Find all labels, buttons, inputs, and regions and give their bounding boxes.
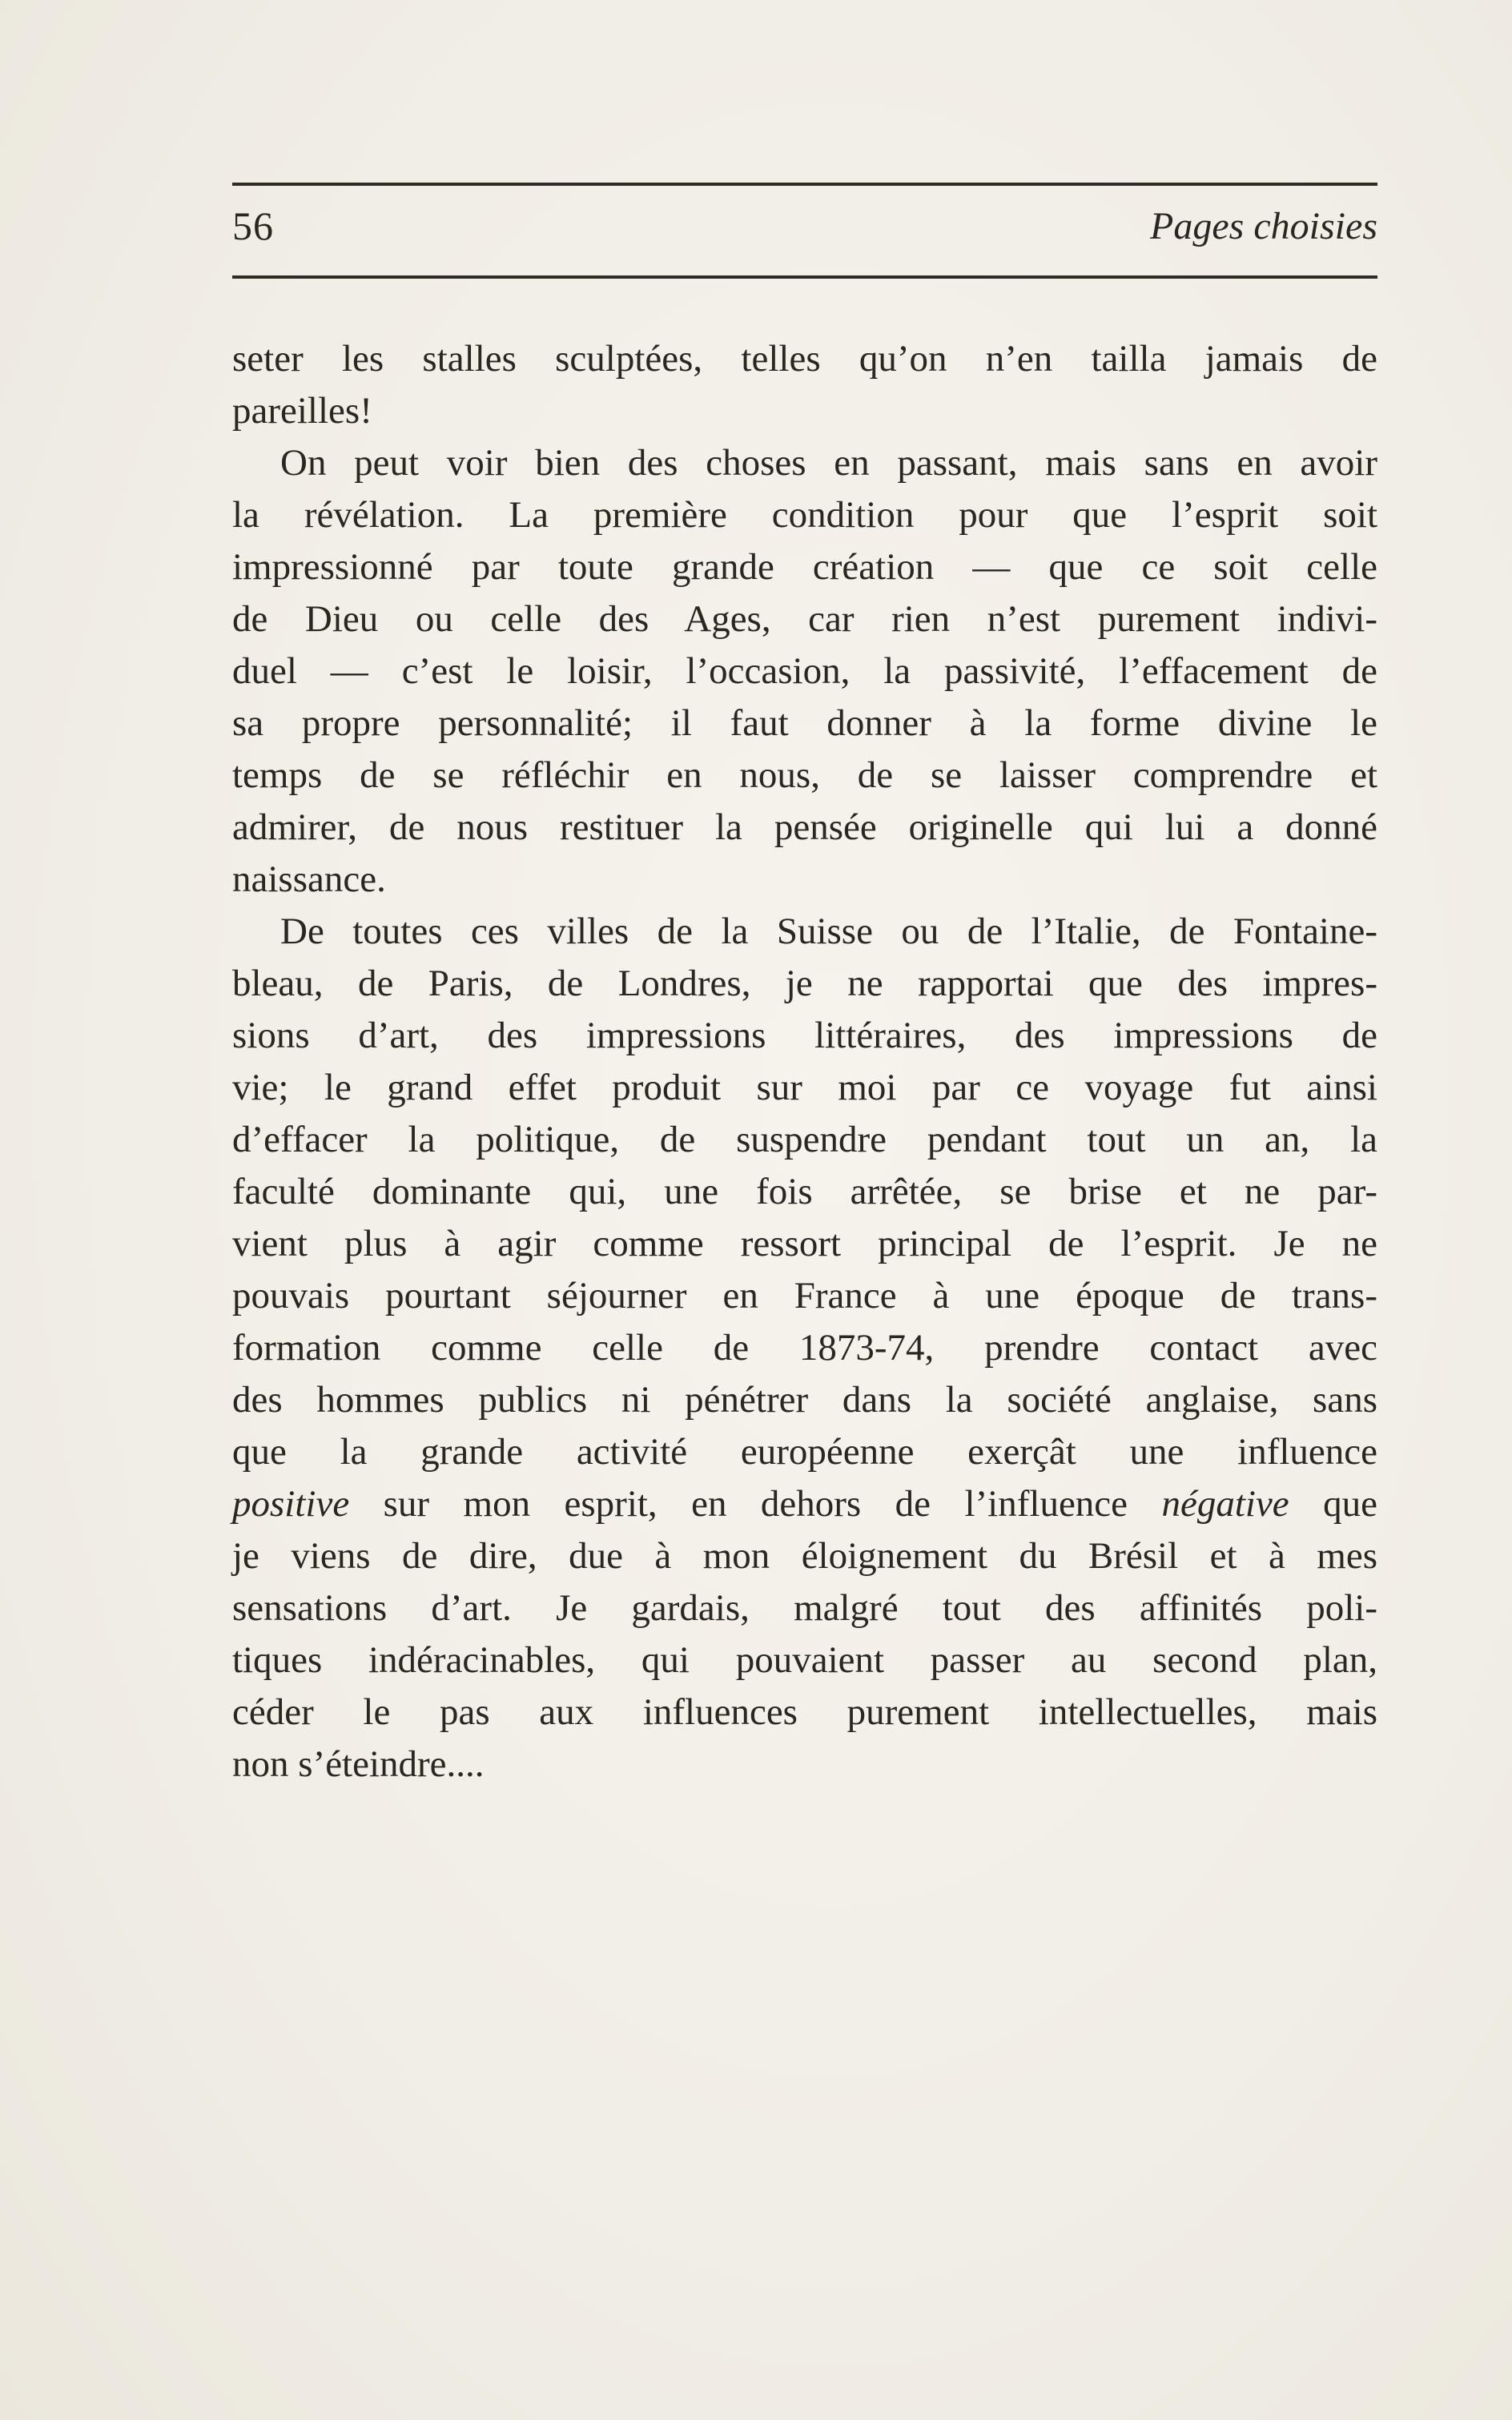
text-line: naissance.: [232, 858, 386, 900]
text-line: admirer, de nous restituer la pensée originelle qui lui a donné: [232, 806, 1377, 848]
text-line: bleau, de Paris, de Londres, je ne rapportai que des impres-: [232, 963, 1377, 1004]
text-line: formation comme celle de 1873-74, prendre contact avec: [232, 1327, 1377, 1369]
text-segment: que: [1289, 1483, 1377, 1525]
italic-word: négative: [1161, 1483, 1289, 1525]
text-line: que la grande activité européenne exerçât une influence: [232, 1431, 1377, 1473]
text-line: De toutes ces villes de la Suisse ou de l’Italie, de Fontaine-: [280, 911, 1377, 952]
text-line: [232, 1478, 1377, 1530]
header-top-rule: [232, 183, 1377, 186]
header-bottom-rule: [232, 275, 1377, 279]
text-line: temps de se réfléchir en nous, de se laisser comprendre et: [232, 754, 1377, 796]
text-line: des hommes publics ni pénétrer dans la société anglaise, sans: [232, 1379, 1377, 1421]
text-line: impressionné par toute grande création — que ce soit celle: [232, 546, 1377, 588]
text-line: On peut voir bien des choses en passant, mais sans en avoir: [280, 442, 1377, 484]
text-line: de Dieu ou celle des Ages, car rien n’est purement indivi-: [232, 598, 1377, 640]
text-line: vient plus à agir comme ressort principal de l’esprit. Je ne: [232, 1223, 1377, 1264]
running-head: Pages choisies: [1150, 205, 1377, 247]
text-line: je viens de dire, due à mon éloignement du Brésil et à mes: [232, 1535, 1377, 1577]
text-line: duel — c’est le loisir, l’occasion, la passivité, l’effacement de: [232, 650, 1377, 692]
text-line: d’effacer la politique, de suspendre pendant tout un an, la: [232, 1119, 1377, 1160]
text-line: tiques indéracinables, qui pouvaient passer au second plan,: [232, 1639, 1377, 1681]
body-text: [232, 333, 1377, 1791]
text-line: pareilles!: [232, 390, 372, 432]
text-line: non s’éteindre....: [232, 1743, 485, 1785]
text-line: seter les stalles sculptées, telles qu’on n’en tailla jamais de: [232, 338, 1377, 380]
text-line: sions d’art, des impressions littéraires, des impressions de: [232, 1015, 1377, 1056]
text-line: vie; le grand effet produit sur moi par ce voyage fut ainsi: [232, 1067, 1377, 1108]
text-segment: sur mon esprit, en dehors de l’influence: [349, 1483, 1162, 1525]
text-line: la révélation. La première condition pour que l’esprit soit: [232, 494, 1377, 536]
italic-word: positive: [232, 1483, 350, 1525]
page-header: [232, 196, 1377, 262]
text-line: pouvais pourtant séjourner en France à une époque de trans-: [232, 1275, 1377, 1317]
text-line: sa propre personnalité; il faut donner à la forme divine le: [232, 702, 1377, 744]
page-number: 56: [232, 203, 274, 248]
text-line: céder le pas aux influences purement intellectuelles, mais: [232, 1691, 1377, 1733]
text-line: sensations d’art. Je gardais, malgré tout des affinités poli-: [232, 1587, 1377, 1629]
text-line: faculté dominante qui, une fois arrêtée, se brise et ne par-: [232, 1171, 1377, 1212]
